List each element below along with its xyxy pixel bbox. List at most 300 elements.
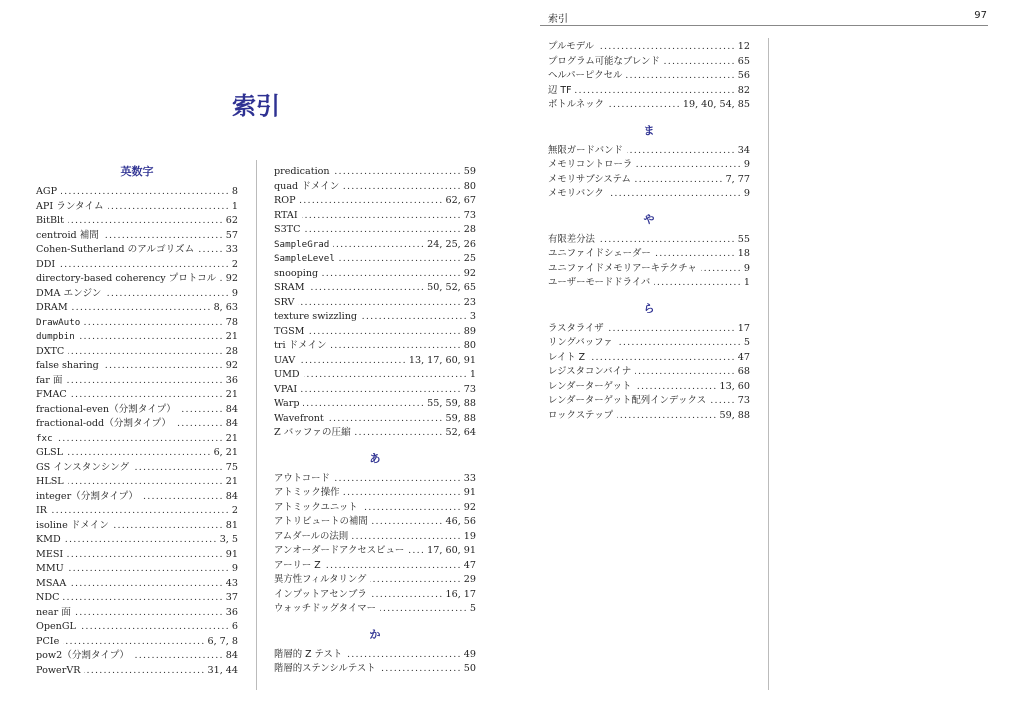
page-references: 47: [737, 351, 750, 363]
index-term: DRAM: [36, 302, 68, 313]
section-gap: [548, 291, 750, 302]
index-term: Wavefront: [274, 412, 324, 424]
dot-leader: [133, 649, 224, 664]
dot-leader: [575, 84, 735, 99]
dot-leader: [333, 238, 425, 253]
dot-leader: [608, 98, 681, 113]
page-references: 8, 63: [213, 302, 238, 313]
dot-leader: [142, 490, 224, 505]
page-references: 56: [737, 70, 750, 81]
index-entry: [36, 316, 238, 331]
dot-leader: [103, 359, 224, 374]
dot-leader: [79, 330, 224, 345]
dot-leader: [105, 287, 230, 302]
dot-leader: [328, 412, 444, 427]
index-entry: [274, 559, 476, 574]
index-term: レンダーターゲット配列インデックス: [548, 395, 707, 406]
index-entry: [548, 262, 750, 277]
index-term: GLSL: [36, 447, 63, 458]
index-term: SampleLevel: [274, 253, 335, 264]
dot-leader: [380, 602, 468, 617]
index-entry: [548, 394, 750, 409]
dot-leader: [84, 316, 224, 331]
dot-leader: [51, 504, 230, 519]
index-term: fractional-even（分割タイプ）: [36, 403, 176, 415]
index-term: Cohen-Sutherland のアルゴリズム: [36, 244, 195, 255]
page-number: 97: [974, 10, 987, 21]
index-entry: [274, 383, 476, 398]
dot-leader: [655, 247, 736, 262]
index-term: directory-based coherency プロトコル: [36, 273, 217, 284]
page-references: 9: [743, 159, 750, 170]
index-entry: [36, 417, 238, 432]
index-entry: [274, 412, 476, 427]
dot-leader: [339, 252, 462, 267]
index-entry: [274, 267, 476, 282]
index-entry: [36, 243, 238, 258]
index-entry: [36, 200, 238, 215]
index-term: アウトコード: [274, 472, 330, 484]
page-references: 24, 25, 26: [427, 238, 476, 250]
index-term: ウォッチドッグタイマー: [274, 603, 376, 614]
index-entry: [36, 272, 238, 287]
dot-leader: [108, 200, 230, 215]
dot-leader: [61, 185, 230, 200]
index-entry: [548, 409, 750, 424]
index-term: ユニファイドメモリアーキテクチャ: [548, 262, 697, 274]
index-entry: [548, 69, 750, 84]
index-term: S3TC: [274, 224, 301, 235]
index-entry: [274, 339, 476, 354]
index-entry: [36, 620, 238, 635]
section-gap: [274, 617, 476, 628]
index-entry: [548, 276, 750, 291]
page-references: 29: [463, 574, 476, 585]
index-term: プログラム可能なブレンド: [548, 55, 660, 67]
index-term: dumpbin: [36, 331, 75, 342]
index-term: snooping: [274, 267, 319, 279]
dot-leader: [59, 258, 230, 273]
dot-leader: [67, 374, 224, 389]
page-references: 1: [469, 369, 476, 380]
index-entry: [36, 345, 238, 360]
index-term: レジスタコンバイナ: [548, 366, 632, 377]
dot-leader: [355, 426, 444, 441]
dot-leader: [371, 588, 444, 603]
dot-leader: [361, 310, 468, 325]
page-references: 59, 88: [445, 412, 476, 424]
dot-leader: [362, 501, 462, 516]
index-entry: [548, 365, 750, 380]
index-entry: [36, 635, 238, 650]
page-references: 84: [225, 490, 238, 502]
index-entry: [274, 602, 476, 617]
dot-leader: [589, 351, 736, 366]
dot-leader: [175, 417, 224, 432]
index-term: SRAM: [274, 282, 305, 293]
index-term: API ランタイム: [36, 200, 104, 212]
index-term: 辺 TF: [548, 84, 572, 96]
page-references: 6, 7, 8: [207, 635, 238, 647]
page-references: 50: [463, 663, 476, 674]
dot-leader: [408, 544, 425, 559]
page-references: 84: [225, 650, 238, 661]
dot-leader: [84, 664, 205, 679]
dot-leader: [180, 403, 224, 418]
page-references: 43: [225, 577, 238, 589]
page-references: 9: [231, 287, 238, 299]
index-term: KMD: [36, 534, 61, 545]
index-entry: [36, 374, 238, 389]
index-entry: [274, 544, 476, 559]
dot-leader: [626, 69, 735, 84]
index-term: DXTC: [36, 345, 65, 357]
index-entry: [548, 173, 750, 188]
page-references: 73: [737, 395, 750, 406]
index-entry: [274, 368, 476, 383]
page-references: 59: [463, 166, 476, 177]
dot-leader: [343, 486, 461, 501]
index-term: NDC: [36, 592, 60, 603]
index-entry: [274, 530, 476, 545]
index-term: VPAI: [274, 383, 298, 395]
page-references: 25: [463, 253, 476, 264]
dot-leader: [63, 635, 205, 650]
page-references: 9: [743, 262, 750, 274]
index-term: 有限差分法: [548, 233, 595, 245]
page-references: 33: [463, 472, 476, 484]
index-entry: [36, 185, 238, 200]
index-term: プルモデル: [548, 41, 595, 52]
index-term: TGSM: [274, 325, 305, 337]
page-references: 50, 52, 65: [427, 282, 476, 293]
dot-leader: [598, 40, 736, 55]
page-references: 92: [463, 501, 476, 513]
page-references: 6, 21: [213, 447, 238, 458]
page-references: 8: [231, 186, 238, 197]
page-references: 46, 56: [445, 516, 476, 527]
index-term: far 面: [36, 374, 63, 386]
index-entry: [548, 144, 750, 159]
column-divider: [256, 160, 257, 690]
dot-leader: [298, 296, 461, 311]
index-term: SRV: [274, 296, 295, 308]
index-entry: [274, 209, 476, 224]
index-entry: [36, 446, 238, 461]
index-column-1: [36, 165, 238, 678]
section-heading: や: [643, 212, 655, 226]
page-references: 5: [743, 337, 750, 348]
index-entry: [36, 548, 238, 563]
page-references: 17, 60, 91: [427, 545, 476, 556]
dot-leader: [617, 409, 717, 424]
dot-leader: [71, 388, 224, 403]
index-entry: [36, 258, 238, 273]
index-term: quad ドメイン: [274, 180, 340, 192]
page-references: 80: [463, 340, 476, 351]
index-entry: [274, 194, 476, 209]
dot-leader: [309, 281, 426, 296]
page-references: 12: [737, 41, 750, 52]
page-references: 2: [231, 505, 238, 516]
index-term: メモリサブシステム: [548, 173, 631, 185]
index-term: 無限ガードバンド: [548, 144, 623, 156]
page-references: 68: [737, 366, 750, 377]
index-term: AGP: [36, 186, 58, 197]
index-entry: [274, 296, 476, 311]
index-term: インプットアセンブラ: [274, 588, 367, 600]
section-heading: ら: [643, 301, 655, 315]
dot-leader: [599, 233, 736, 248]
dot-leader: [636, 158, 742, 173]
index-entry: [36, 577, 238, 592]
dot-leader: [608, 187, 742, 202]
index-term: isoline ドメイン: [36, 519, 109, 531]
index-term: fractional-odd（分割タイプ）: [36, 418, 171, 429]
page-references: 21: [225, 476, 238, 487]
index-entry: [274, 472, 476, 487]
index-entry: [36, 229, 238, 244]
dot-leader: [57, 432, 224, 447]
page-references: 18: [737, 248, 750, 259]
page-references: 28: [225, 345, 238, 357]
section-heading: ま: [643, 123, 655, 137]
index-entry: [548, 322, 750, 337]
index-entry: [36, 533, 238, 548]
dot-leader: [334, 165, 462, 180]
index-entry: [274, 662, 476, 677]
index-entry: [36, 562, 238, 577]
index-entry: [274, 588, 476, 603]
index-entry: [36, 504, 238, 519]
index-term: アンオーダードアクセスビュー: [274, 545, 405, 556]
index-entry: [274, 573, 476, 588]
page-references: 92: [463, 267, 476, 279]
running-header-title: 索引: [548, 14, 568, 25]
index-term: メモリバンク: [548, 188, 604, 199]
index-entry: [548, 40, 750, 55]
index-term: ロックステップ: [548, 409, 614, 421]
dot-leader: [68, 214, 224, 229]
index-entry: [548, 351, 750, 366]
index-term: near 面: [36, 606, 71, 618]
page-references: 13, 60: [719, 380, 750, 392]
page-references: 6: [231, 621, 238, 632]
dot-leader: [68, 475, 224, 490]
page-references: 7, 77: [725, 173, 750, 185]
page-references: 3, 5: [219, 534, 238, 545]
section-gap: [548, 113, 750, 124]
dot-leader: [308, 325, 461, 340]
dot-leader: [300, 194, 444, 209]
page-references: 82: [737, 84, 750, 96]
page-references: 89: [463, 325, 476, 337]
page-references: 2: [231, 258, 238, 270]
index-term: texture swizzling: [274, 311, 358, 322]
index-entry: [36, 432, 238, 447]
index-term: SampleGrad: [274, 238, 330, 250]
dot-leader: [198, 243, 224, 258]
index-term: predication: [274, 166, 330, 177]
dot-leader: [635, 173, 724, 188]
index-term: BitBlt: [36, 215, 64, 226]
index-term: RTAI: [274, 209, 298, 221]
page-references: 23: [463, 296, 476, 308]
section-heading: 英数字: [120, 165, 154, 178]
page-references: 16, 17: [445, 588, 476, 600]
index-entry: [36, 591, 238, 606]
header-rule: [540, 25, 988, 26]
dot-leader: [304, 368, 468, 383]
page-references: 78: [225, 316, 238, 328]
index-entry: [36, 301, 238, 316]
dot-leader: [334, 472, 462, 487]
index-term: 階層的 Z テスト: [274, 648, 343, 660]
index-column-3: [548, 40, 750, 423]
page-references: 13, 17, 60, 91: [408, 354, 476, 366]
index-term: integer（分割タイプ）: [36, 490, 138, 502]
page-references: 5: [469, 603, 476, 614]
index-entry: [274, 486, 476, 501]
page-references: 36: [225, 374, 238, 386]
page-references: 47: [463, 559, 476, 571]
dot-leader: [331, 339, 462, 354]
index-term: ボトルネック: [548, 99, 604, 110]
index-term: ユーザーモードドライバ: [548, 277, 651, 288]
page-references: 91: [463, 487, 476, 498]
index-term: MESI: [36, 548, 64, 560]
index-term: レンダーターゲット: [548, 380, 632, 392]
page-references: 57: [225, 229, 238, 241]
index-term: ROP: [274, 195, 296, 206]
dot-leader: [322, 267, 462, 282]
index-column-2: [274, 165, 476, 677]
page-references: 73: [463, 383, 476, 395]
index-entry: [274, 238, 476, 253]
page-references: 36: [225, 606, 238, 618]
index-term: UMD: [274, 369, 300, 380]
page-references: 19: [463, 530, 476, 542]
page-title: 索引: [232, 92, 280, 120]
index-entry: [36, 490, 238, 505]
index-entry: [274, 325, 476, 340]
index-entry: [274, 515, 476, 530]
page-references: 31, 44: [207, 664, 238, 676]
index-term: ユニファイドシェーダー: [548, 248, 651, 259]
page-references: 21: [225, 432, 238, 444]
index-term: DrawAuto: [36, 316, 81, 328]
column-divider: [768, 38, 769, 690]
index-term: false sharing: [36, 360, 99, 371]
index-term: DDI: [36, 258, 56, 270]
page-references: 55: [737, 233, 750, 245]
page-references: 1: [743, 277, 750, 288]
index-term: アーリー Z: [274, 559, 321, 571]
index-term: OpenGL: [36, 621, 76, 632]
section-heading: か: [369, 627, 381, 641]
page-references: 84: [225, 418, 238, 429]
index-entry: [274, 165, 476, 180]
index-entry: [548, 187, 750, 202]
dot-leader: [635, 380, 717, 395]
dot-leader: [68, 345, 224, 360]
index-entry: [274, 501, 476, 516]
index-term: PowerVR: [36, 664, 81, 676]
page-references: 9: [231, 563, 238, 574]
index-term: centroid 補間: [36, 229, 99, 241]
section-gap: [548, 202, 750, 213]
page-references: 33: [225, 244, 238, 255]
index-term: IR: [36, 505, 48, 516]
index-term: fxc: [36, 432, 53, 444]
page-references: 91: [225, 548, 238, 560]
dot-leader: [710, 394, 736, 409]
index-entry: [548, 55, 750, 70]
dot-leader: [617, 336, 742, 351]
index-term: DMA エンジン: [36, 287, 102, 299]
page-references: 17: [737, 322, 750, 334]
index-entry: [36, 330, 238, 345]
index-entry: [36, 403, 238, 418]
dot-leader: [80, 620, 230, 635]
index-term: pow2（分割タイプ）: [36, 650, 130, 661]
index-entry: [274, 281, 476, 296]
dot-leader: [372, 515, 444, 530]
dot-leader: [352, 530, 462, 545]
page-references: 65: [737, 55, 750, 67]
index-entry: [36, 664, 238, 679]
section-gap: [274, 441, 476, 452]
index-term: アムダールの法則: [274, 530, 349, 542]
index-term: メモリコントローラ: [548, 159, 633, 170]
page-references: 81: [225, 519, 238, 531]
page-references: 84: [225, 403, 238, 415]
index-term: ラスタライザ: [548, 322, 604, 334]
index-entry: [548, 336, 750, 351]
index-term: PCIe: [36, 635, 60, 647]
index-term: MSAA: [36, 577, 67, 589]
dot-leader: [304, 223, 461, 238]
index-entry: [36, 606, 238, 621]
page-references: 1: [231, 200, 238, 212]
dot-leader: [65, 533, 218, 548]
page-references: 80: [463, 180, 476, 192]
index-term: アトミック操作: [274, 487, 340, 498]
page-references: 92: [225, 273, 238, 284]
index-entry: [274, 223, 476, 238]
dot-leader: [103, 229, 224, 244]
dot-leader: [608, 322, 736, 337]
index-term: MMU: [36, 563, 64, 574]
dot-leader: [220, 272, 224, 287]
dot-leader: [303, 397, 425, 412]
page-references: 9: [743, 188, 750, 199]
index-entry: [36, 359, 238, 374]
page-references: 34: [737, 144, 750, 156]
dot-leader: [299, 354, 407, 369]
dot-leader: [325, 559, 462, 574]
dot-leader: [75, 606, 224, 621]
page-references: 73: [463, 209, 476, 221]
index-term: UAV: [274, 354, 296, 366]
index-term: tri ドメイン: [274, 340, 327, 351]
index-term: アトリビュートの補間: [274, 516, 368, 527]
index-term: 階層的ステンシルテスト: [274, 663, 376, 674]
index-entry: [274, 397, 476, 412]
index-entry: [548, 98, 750, 113]
index-entry: [36, 519, 238, 534]
dot-leader: [72, 301, 212, 316]
